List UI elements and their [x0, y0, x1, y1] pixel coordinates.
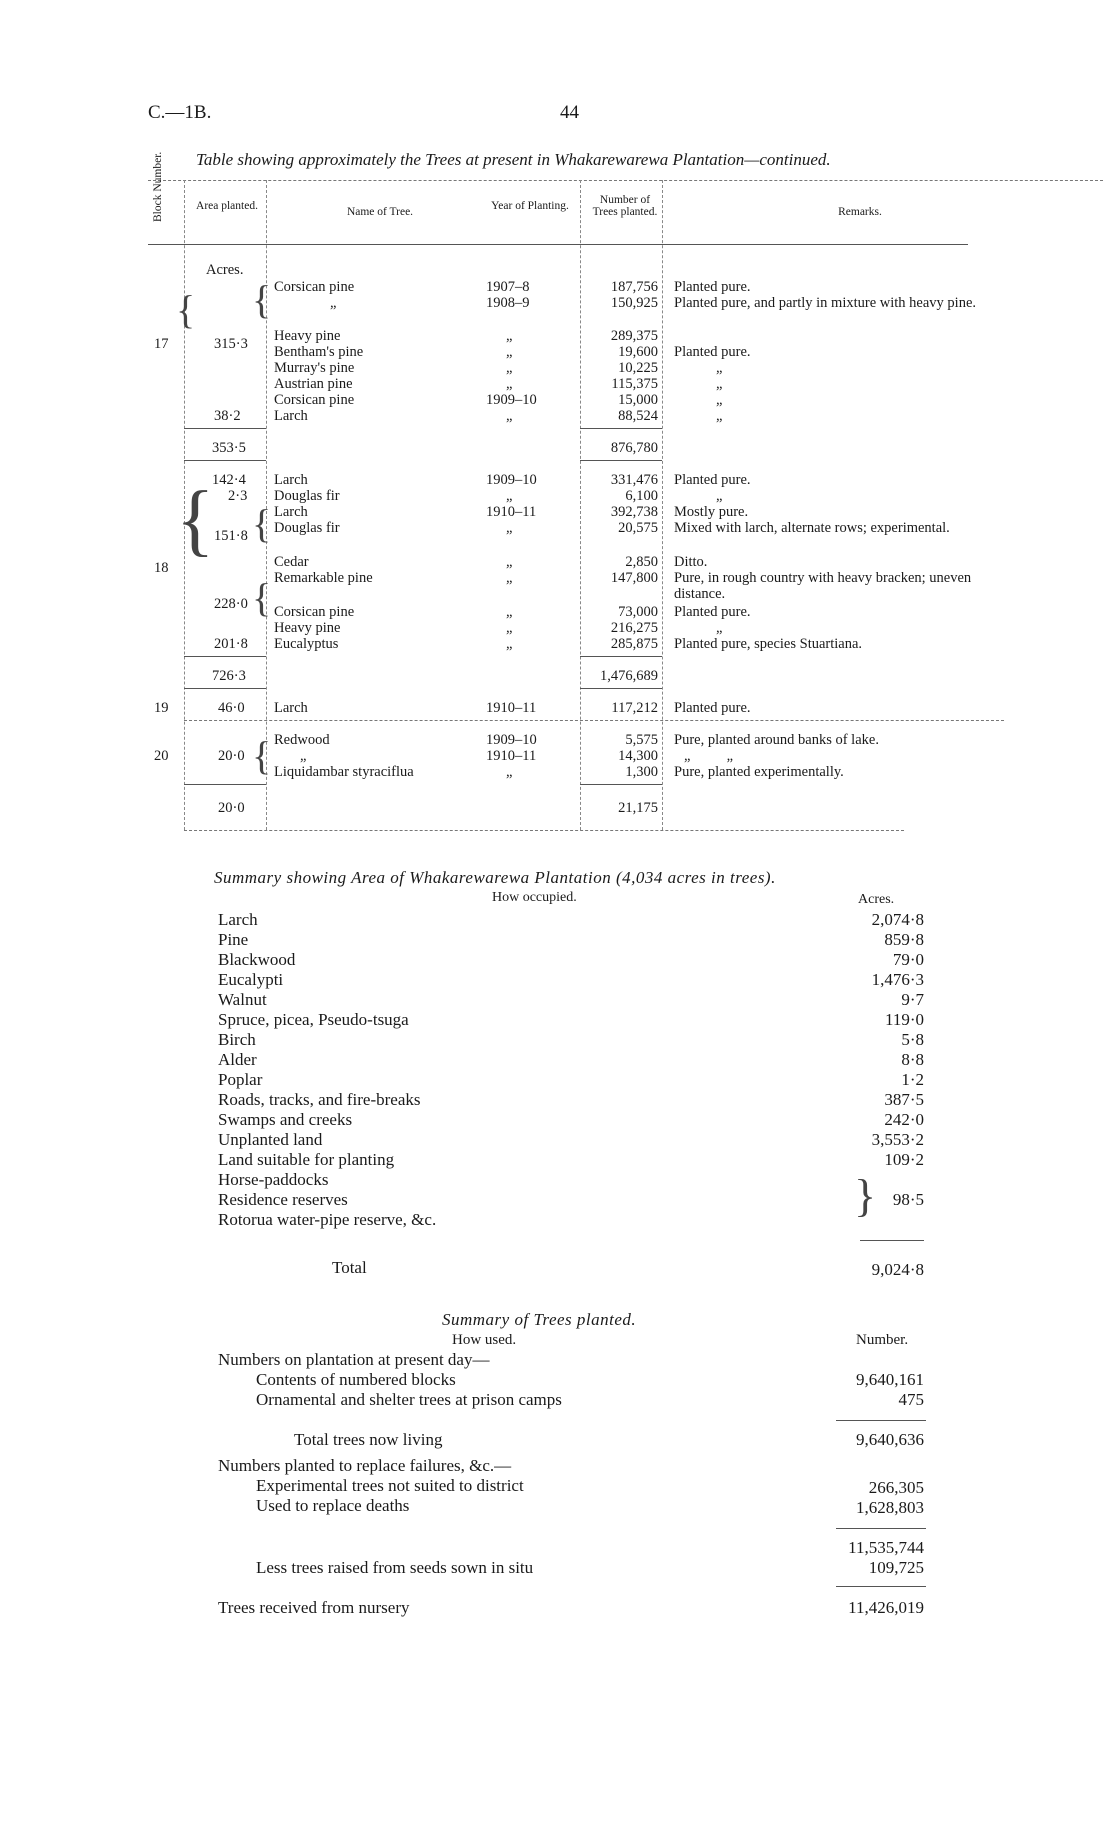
number-subtotal: 1,476,689 — [600, 668, 658, 684]
remarks: Pure, planted experimentally. — [674, 764, 844, 780]
area-summary-label: Land suitable for planting — [218, 1150, 395, 1169]
planting-year: „ — [506, 488, 513, 504]
area-summary-value: 387·5 — [884, 1090, 924, 1109]
tree-count: 117,212 — [611, 700, 658, 716]
tree-name: Eucalyptus — [274, 636, 339, 652]
living-value: 9,640,636 — [856, 1430, 924, 1449]
remarks: Planted pure, and partly in mixture with heavy pine. — [674, 295, 977, 311]
area-planted: 315·3 — [214, 336, 248, 352]
planting-year: „ — [506, 376, 513, 392]
remarks: „ — [716, 376, 723, 392]
remarks: Planted pure. — [674, 472, 751, 488]
remarks: Planted pure. — [674, 700, 751, 716]
area-summary-col-how: How occupied. — [492, 890, 577, 905]
nursery-value: 11,426,019 — [848, 1598, 924, 1617]
area-subtotal: 20·0 — [218, 800, 245, 816]
area-subtotal: 353·5 — [212, 440, 246, 456]
less-label: Less trees raised from seeds sown in situ — [256, 1558, 534, 1577]
deaths-label: Used to replace deaths — [256, 1496, 410, 1515]
tree-name: Larch — [274, 472, 308, 488]
experimental-label: Experimental trees not suited to district — [256, 1476, 524, 1495]
area-summary-label: Walnut — [218, 990, 267, 1009]
table-top-rule — [148, 180, 1103, 181]
living-rule — [836, 1420, 926, 1421]
area-summary-label: Unplanted land — [218, 1130, 323, 1149]
tree-count: 216,275 — [610, 620, 658, 636]
area-summary-label: Roads, tracks, and fire-breaks — [218, 1090, 421, 1109]
area-summary-value: 1·2 — [901, 1070, 924, 1089]
area-subtotal: 726·3 — [212, 668, 246, 684]
col-header-block: Block Number. — [152, 151, 164, 222]
area-summary-label: Birch — [218, 1030, 256, 1049]
trees-summary-title: Summary of Trees planted. — [442, 1310, 637, 1329]
tree-name: Corsican pine — [274, 604, 355, 620]
nursery-label: Trees received from nursery — [218, 1598, 410, 1617]
subtotal-rule-18-number-bottom — [580, 688, 662, 689]
subtotal-rule-18-number — [580, 656, 662, 657]
area-summary-label: Horse-paddocks — [218, 1170, 329, 1189]
tree-name: Austrian pine — [274, 376, 353, 392]
area-summary-value: 109·2 — [884, 1150, 924, 1169]
remarks: Planted pure. — [674, 344, 751, 360]
tree-name: Douglas fir — [274, 488, 340, 504]
tree-count: 115,375 — [611, 376, 658, 392]
table-bottom-rule — [184, 830, 904, 831]
area-total-label: Total — [332, 1258, 367, 1277]
trees-present-heading: Numbers on plantation at present day— — [218, 1350, 490, 1369]
experimental-value: 266,305 — [868, 1478, 924, 1497]
area-planted: 38·2 — [214, 408, 241, 424]
tree-count: 19,600 — [618, 344, 658, 360]
tree-count: 150,925 — [610, 295, 658, 311]
tree-name: Corsican pine — [274, 279, 355, 295]
planting-year: „ — [506, 360, 513, 376]
remarks: „ — [716, 360, 723, 376]
planting-year: „ — [506, 604, 513, 620]
area-summary-value: 98·5 — [892, 1190, 924, 1209]
tree-name: Douglas fir — [274, 520, 340, 536]
subtotal-rule-18-area — [184, 656, 266, 657]
planting-year: 1910–11 — [486, 700, 537, 716]
planting-year: 1907–8 — [486, 279, 530, 295]
tree-name: Liquidambar styraciflua — [274, 764, 414, 780]
page-number: 44 — [560, 102, 579, 123]
area-summary-label: Eucalypti — [218, 970, 284, 989]
living-label: Total trees now living — [294, 1430, 443, 1449]
area-summary-label: Rotorua water-pipe reserve, &c. — [218, 1210, 437, 1229]
acres-unit-label: Acres. — [206, 262, 244, 278]
planting-year: „ — [506, 520, 513, 536]
area-planted: 2·3 — [228, 488, 248, 504]
nursery-rule — [836, 1586, 926, 1587]
tree-count: 73,000 — [618, 604, 658, 620]
area-summary-label: Residence reserves — [218, 1190, 348, 1209]
area-summary-label: Spruce, picea, Pseudo-tsuga — [218, 1010, 409, 1029]
area-summary-label: Larch — [218, 910, 258, 929]
tree-count: 392,738 — [610, 504, 658, 520]
tree-name: Murray's pine — [274, 360, 355, 376]
col-header-year: Year of Planting. — [491, 200, 569, 212]
tree-name: Larch — [274, 408, 308, 424]
tree-name: Corsican pine — [274, 392, 355, 408]
subtotal-rule-17-area-bottom — [184, 460, 266, 461]
area-summary-value: 859·8 — [884, 930, 924, 949]
planting-year: 1908–9 — [486, 295, 530, 311]
block-number: 20 — [154, 748, 169, 764]
reserves-brace: } — [854, 1170, 877, 1221]
trees-summary-col-number: Number. — [856, 1332, 909, 1348]
subtotal-rule-17-number-bottom — [580, 460, 662, 461]
tree-count: 289,375 — [610, 328, 658, 344]
col-header-remarks: Remarks. — [838, 206, 882, 218]
planting-year: „ — [506, 328, 513, 344]
area-planted: 46·0 — [218, 700, 245, 716]
remarks: „ „ — [684, 748, 734, 764]
block-number: 17 — [154, 336, 169, 352]
planting-year: „ — [506, 570, 513, 586]
subtotal-rule-17-area — [184, 428, 266, 429]
area-summary-value: 5·8 — [901, 1030, 924, 1049]
trees-summary-col-how: How used. — [452, 1332, 517, 1348]
area-planted: 20·0 — [218, 748, 245, 764]
tree-name: Bentham's pine — [274, 344, 364, 360]
deaths-value: 1,628,803 — [856, 1498, 924, 1517]
subtotal-rule-17-number — [580, 428, 662, 429]
tree-count: 331,476 — [610, 472, 658, 488]
block-number: 19 — [154, 700, 169, 716]
tree-count: 14,300 — [618, 748, 658, 764]
block-number: 18 — [154, 560, 169, 576]
tree-name: „ — [330, 295, 337, 311]
remarks: Mostly pure. — [674, 504, 749, 520]
area-total-rule — [860, 1240, 924, 1241]
tree-count: 10,225 — [618, 360, 658, 376]
ornamental-value: 475 — [898, 1390, 924, 1409]
tree-count: 187,756 — [610, 279, 658, 295]
area-summary-col-acres: Acres. — [858, 892, 895, 907]
subtotal-rule-18-area-bottom — [184, 688, 266, 689]
col-header-number: Number of Trees planted. — [592, 194, 658, 218]
planting-year: 1909–10 — [486, 472, 537, 488]
area-summary-label: Poplar — [218, 1070, 263, 1089]
tree-count: 1,300 — [625, 764, 658, 780]
area-summary-value: 1,476·3 — [871, 970, 924, 989]
remarks: „ — [716, 408, 723, 424]
remarks: Pure, planted around banks of lake. — [674, 732, 879, 748]
tree-count: 2,850 — [625, 554, 658, 570]
planting-year: „ — [506, 408, 513, 424]
tree-count: 6,100 — [625, 488, 658, 504]
remarks: „ — [716, 392, 723, 408]
remarks: „ — [716, 488, 723, 504]
area-summary-value: 2,074·8 — [871, 910, 924, 929]
brace-area-151: { — [252, 501, 272, 546]
area-planted: 151·8 — [214, 528, 248, 544]
brace-block-17: { — [176, 287, 196, 332]
number-subtotal: 876,780 — [610, 440, 658, 456]
planting-year: „ — [506, 344, 513, 360]
col-header-name: Name of Tree. — [346, 206, 414, 218]
ornamental-label: Ornamental and shelter trees at prison camps — [256, 1390, 562, 1409]
remarks: Planted pure. — [674, 279, 751, 295]
subtotal-rule-20-area — [184, 784, 266, 785]
area-summary-label: Alder — [218, 1050, 257, 1069]
tree-name: Heavy pine — [274, 620, 341, 636]
report-reference: C.—1B. — [148, 102, 212, 123]
tree-count: 147,800 — [610, 570, 658, 586]
area-planted: 228·0 — [214, 596, 248, 612]
remarks: Mixed with larch, alternate rows; experimental. — [674, 520, 950, 536]
planting-year: „ — [506, 764, 513, 780]
planting-year: „ — [506, 636, 513, 652]
planting-year: „ — [506, 554, 513, 570]
area-summary-value: 8·8 — [901, 1050, 924, 1069]
brace-block-18: { — [176, 476, 215, 564]
planting-year: „ — [506, 620, 513, 636]
tree-count: 15,000 — [618, 392, 658, 408]
area-planted: 142·4 — [212, 472, 246, 488]
tree-count: 5,575 — [625, 732, 658, 748]
table-header-rule — [148, 244, 968, 245]
area-total-value: 9,024·8 — [871, 1260, 924, 1279]
tree-name: Larch — [274, 504, 308, 520]
tree-count: 88,524 — [618, 408, 658, 424]
col-header-area: Area planted. — [196, 200, 258, 212]
remarks: Planted pure. — [674, 604, 751, 620]
area-summary-value: 9·7 — [901, 990, 924, 1009]
brace-area-228: { — [252, 575, 272, 620]
planting-year: 1909–10 — [486, 392, 537, 408]
area-summary-label: Blackwood — [218, 950, 296, 969]
planting-year: 1909–10 — [486, 732, 537, 748]
contents-value: 9,640,161 — [856, 1370, 924, 1389]
remarks: „ — [716, 620, 723, 636]
area-summary-label: Swamps and creeks — [218, 1110, 353, 1129]
subtotal-rule — [836, 1528, 926, 1529]
area-summary-title: Summary showing Area of Whakarewarewa Plantation (4,034 acres in trees). — [214, 868, 776, 887]
subtotal-rule-20-number — [580, 784, 662, 785]
tree-name: Redwood — [274, 732, 330, 748]
area-summary-value: 79·0 — [892, 950, 924, 969]
block-19-rule — [184, 720, 1004, 721]
replacements-heading: Numbers planted to replace failures, &c.— — [218, 1456, 512, 1475]
remarks: Ditto. — [674, 554, 708, 570]
table-title: Table showing approximately the Trees at present in Whakarewarewa Plantation—continued. — [196, 150, 831, 169]
area-summary-label: Pine — [218, 930, 249, 949]
area-planted: 201·8 — [214, 636, 248, 652]
brace-area-315: { — [252, 277, 272, 322]
planting-year: 1910–11 — [486, 504, 537, 520]
area-summary-value: 119·0 — [884, 1010, 924, 1029]
less-value: 109,725 — [868, 1558, 924, 1577]
tree-name: Heavy pine — [274, 328, 341, 344]
tree-name: Remarkable pine — [274, 570, 373, 586]
subtotal-value: 11,535,744 — [848, 1538, 924, 1557]
contents-label: Contents of numbered blocks — [256, 1370, 456, 1389]
area-summary-value: 3,553·2 — [871, 1130, 924, 1149]
col-divider-number — [662, 180, 663, 830]
tree-name: Cedar — [274, 554, 309, 570]
tree-name: „ — [300, 748, 307, 764]
number-subtotal: 21,175 — [618, 800, 658, 816]
remarks: Planted pure, species Stuartiana. — [674, 636, 863, 652]
tree-name: Larch — [274, 700, 308, 716]
brace-area-20: { — [252, 733, 272, 778]
area-summary-value: 242·0 — [884, 1110, 924, 1129]
tree-count: 285,875 — [610, 636, 658, 652]
tree-count: 20,575 — [618, 520, 658, 536]
planting-year: 1910–11 — [486, 748, 537, 764]
remarks: Pure, in rough country with heavy bracken; uneven distance. — [674, 570, 972, 602]
